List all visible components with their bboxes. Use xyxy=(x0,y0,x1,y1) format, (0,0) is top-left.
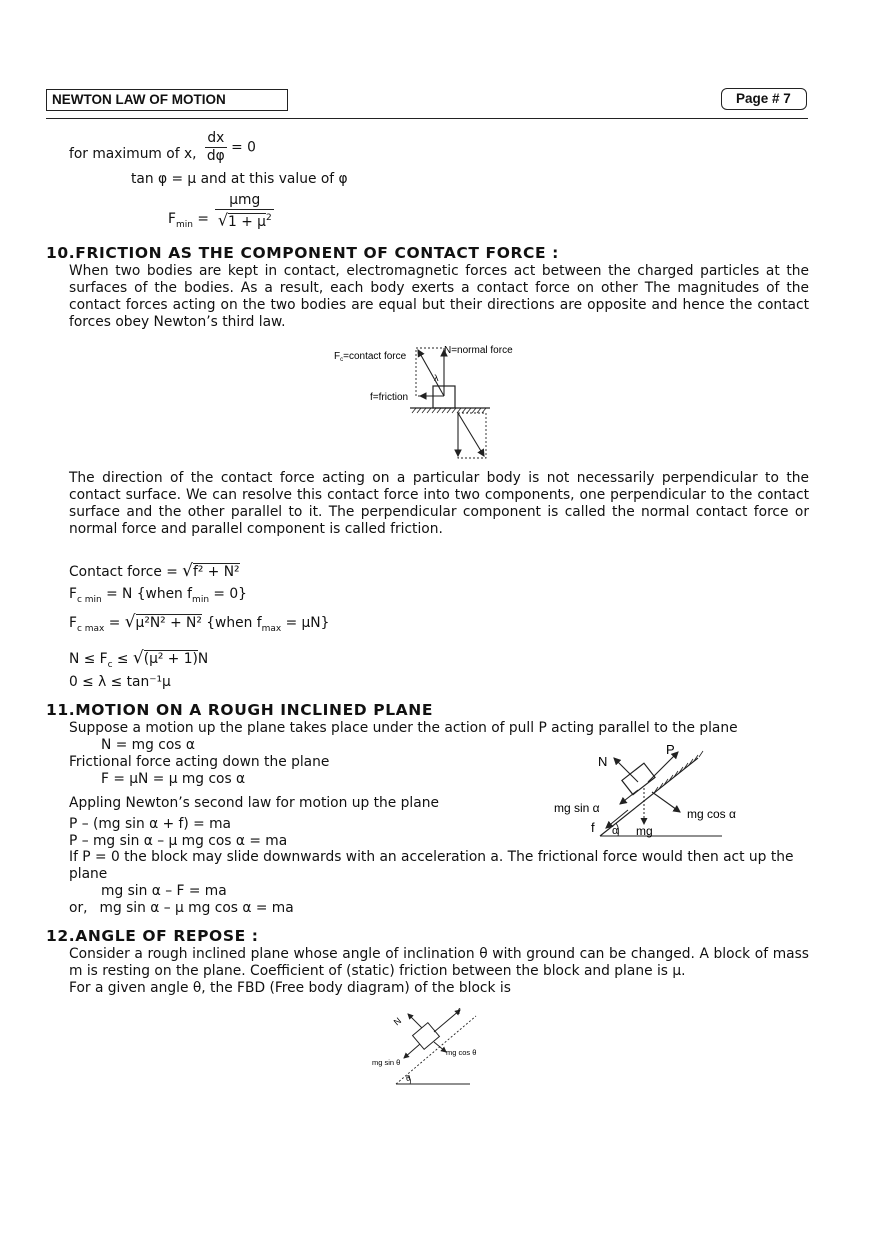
s11-line-1: Suppose a motion up the plane takes place under the action of pull P acting parallel to the plane xyxy=(69,720,738,736)
section-10-paragraph-2: The direction of the contact force acting on a particular body is not necessarily perpendicular to the contact surface. We can resolve this contact force into two components, one perpendicular to the contact surface and the other parallel to it. The perpendicular component is called the normal contact force or normal force and parallel component is called friction. xyxy=(69,470,809,537)
mg-sin-arrow xyxy=(620,790,638,804)
fc-range-lhs: N ≤ F xyxy=(69,651,108,667)
lambda-range-eq: 0 ≤ λ ≤ tan⁻¹μ xyxy=(69,674,171,690)
mg-cos-arrow xyxy=(652,792,680,812)
mg-sin-label: mg sin α xyxy=(554,801,600,815)
fraction-denominator: dφ xyxy=(206,148,225,164)
max-x-text: for maximum of x, xyxy=(69,145,197,162)
mg-sin-label: mg sin θ xyxy=(372,1058,401,1067)
section-10-paragraph-1: When two bodies are kept in contact, electromagnetic forces act between the charged particles at the surfaces of the bodies. As a result, each body exerts a contact force on other The magnitudes of the contact forces acting on the two bodies are equal but their directions are opposite and hence the contact forces obey Newton’s third law. xyxy=(69,263,809,330)
section-12-fbd-line: For a given angle θ, the FBD (Free body diagram) of the block is xyxy=(69,980,511,996)
s11-or: or, xyxy=(69,900,88,916)
s11-line-7: P – mg sin α – μ mg cos α = ma xyxy=(69,833,288,849)
contact-force-radicand: f² + N² xyxy=(193,564,240,580)
dx-dphi-fraction xyxy=(205,130,227,165)
fc-max-sub: c max xyxy=(76,623,105,634)
lambda-label: λ xyxy=(434,373,439,383)
section-12-heading: 12.ANGLE OF REPOSE : xyxy=(46,927,259,945)
fmin-numerator: μmg xyxy=(215,192,274,210)
fc-range-sub: c xyxy=(107,659,113,670)
header-title: NEWTON LAW OF MOTION xyxy=(52,92,226,107)
fc-max-eq: $F_{c max} = √\mu^2N^2 + N^2$ {when $f_{max} = \mu N$} xyxy=(69,612,330,634)
fc-range-radicand: (μ² + 1) xyxy=(143,651,198,667)
fc-label: $F_c=contact$ force xyxy=(334,351,407,363)
normal-arrow xyxy=(408,1014,422,1028)
contact-force-eq: Contact force = √f² + N² xyxy=(69,561,240,581)
friction-arrow xyxy=(434,1010,460,1032)
s11-line-2: N = mg cos α xyxy=(101,737,195,753)
normal-force-label: N=normal force xyxy=(444,345,513,356)
repose-block xyxy=(413,1023,440,1050)
fmin-subscript: min xyxy=(175,220,193,231)
fc-min-eq xyxy=(69,586,247,609)
max-x-line xyxy=(69,130,256,165)
mg-sin-arrow xyxy=(404,1044,420,1058)
page-number-box xyxy=(721,88,807,110)
angle-of-repose-diagram xyxy=(368,1006,498,1090)
fc-max-radicand: μ²N² + N² xyxy=(135,615,202,631)
fmin-fraction xyxy=(215,192,274,231)
fmin-sub2: min xyxy=(192,594,210,605)
s11-line-8: If P = 0 the block may slide downwards with an acceleration a. The frictional force would then act up the plane xyxy=(69,849,794,882)
fc-range-le: ≤ xyxy=(112,651,129,667)
s11-line-10-eq: mg sin α – μ mg cos α = ma xyxy=(99,900,294,916)
fc-min-end: = 0} xyxy=(209,586,247,602)
ground-hatch xyxy=(412,408,486,413)
fc-range-eq: $N \le F_c \le √(\mu^2 + 1)N$ xyxy=(69,648,209,670)
theta-label: θ xyxy=(406,1074,411,1083)
reaction-contact-arrow xyxy=(458,413,484,456)
friction-label: f xyxy=(591,820,595,835)
fc-min-symbol: F xyxy=(69,586,77,602)
s11-line-6: P – (mg sin α + f) = ma xyxy=(69,816,231,832)
fraction-numerator: dx xyxy=(205,130,227,148)
fc-max-end: = μN} xyxy=(281,615,330,631)
page-number: Page # 7 xyxy=(736,91,791,106)
header-title-box xyxy=(46,89,288,111)
header-rule xyxy=(46,118,808,119)
alpha-label: α xyxy=(612,825,619,837)
s11-line-5: Appling Newton’s second law for motion up the plane xyxy=(69,795,439,811)
mg-cos-label: mg cos α xyxy=(687,807,736,821)
friction-label: f=friction xyxy=(370,392,409,403)
s11-line-3: Frictional force acting down the plane xyxy=(69,754,330,770)
fmin-equals: = xyxy=(197,211,209,228)
contact-force-diagram xyxy=(330,338,530,463)
pull-label: P xyxy=(666,742,675,757)
mg-cos-label: mg cos θ xyxy=(446,1048,477,1057)
section-10-heading: 10.FRICTION AS THE COMPONENT OF CONTACT FORCE : xyxy=(46,244,559,262)
section-11-heading: 11.MOTION ON A ROUGH INCLINED PLANE xyxy=(46,701,434,719)
fc-max-equals: = xyxy=(104,615,121,631)
friction-label: f xyxy=(458,1007,461,1016)
fmin-symbol: F xyxy=(168,211,176,228)
section-12-paragraph: Consider a rough inclined plane whose angle of inclination θ with ground can be changed. A block of mass m is resting on the plane. Coefficient of (static) friction between the block and plane is μ. xyxy=(69,946,809,979)
fc-max-symbol: F xyxy=(69,615,77,631)
fc-max-when: {when f xyxy=(206,615,262,631)
s11-line-10 xyxy=(69,900,294,917)
fmax-sub: max xyxy=(261,623,282,634)
mg-label: mg xyxy=(636,824,653,838)
contact-force-arrow xyxy=(418,350,444,396)
fc-range-end: N xyxy=(197,651,209,667)
equals-zero: = 0 xyxy=(231,139,256,156)
fmin-radicand: 1 + μ xyxy=(228,213,266,230)
normal-label: N xyxy=(391,1015,404,1028)
fc-min-rest: = N {when f xyxy=(101,586,193,602)
s11-line-9: mg sin α – F = ma xyxy=(101,883,227,899)
inclined-plane-diagram xyxy=(548,738,748,842)
fc-min-sub: c min xyxy=(76,594,102,605)
fmin-equation xyxy=(168,192,274,231)
tan-phi-line: tan φ = μ and at this value of φ xyxy=(131,171,348,187)
fmin-denominator: $√1 + \mu^2$ xyxy=(217,210,272,230)
contact-force-lhs: Contact force = xyxy=(69,564,178,580)
normal-label: N xyxy=(598,754,608,769)
s11-line-4: F = μN = μ mg cos α xyxy=(101,771,246,787)
inclined-block xyxy=(622,763,655,794)
